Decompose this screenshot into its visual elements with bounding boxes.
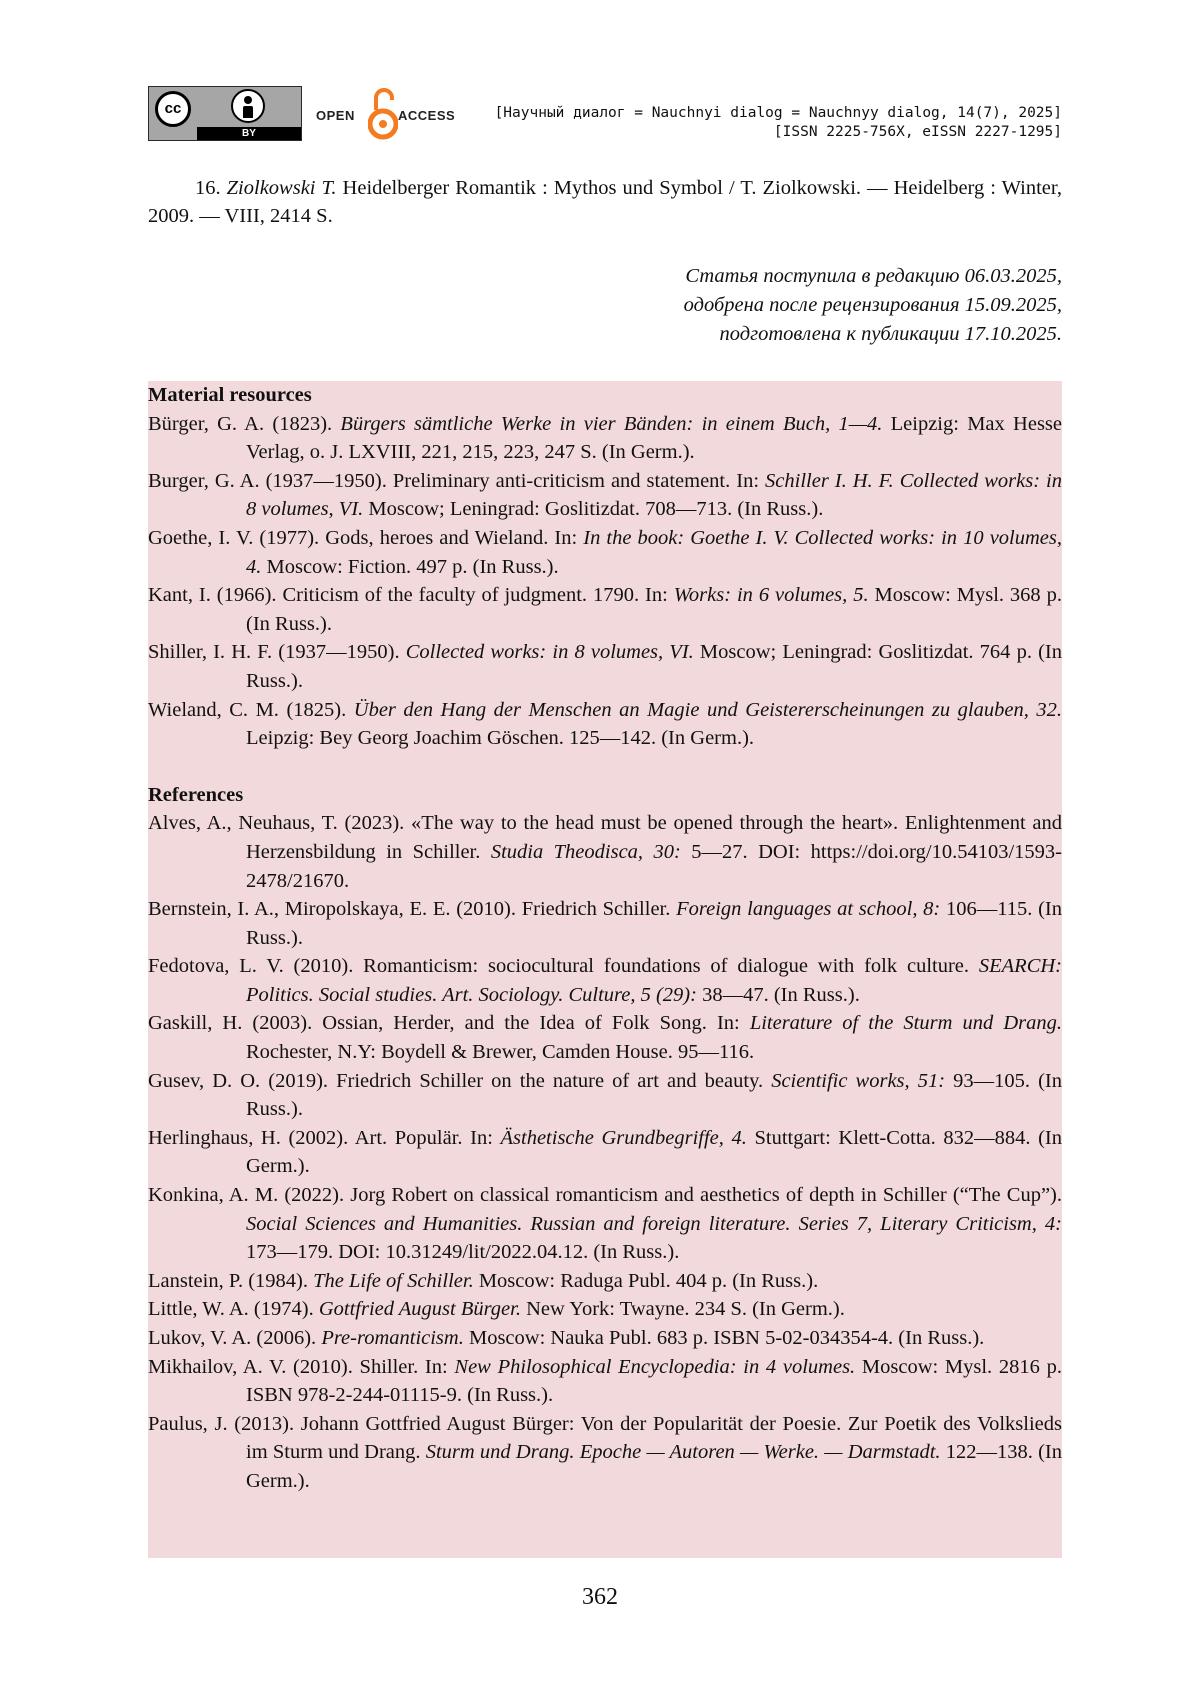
entry-publication-details: Leipzig: Bey Georg Joachim Göschen. 125—142. (In Germ.). — [246, 727, 755, 750]
entry-text: Wieland, C. M. (1825). — [148, 698, 354, 721]
reference-entry — [148, 895, 1062, 952]
entry-text: Gaskill, H. (2003). Ossian, Herder, and the Idea of Folk Song. In: — [148, 1012, 750, 1035]
reference-number: 16. — [195, 177, 221, 199]
reference-entry — [148, 1353, 1062, 1410]
entry-source-title: Scientific works, 51: — [771, 1069, 946, 1092]
reference-author: Ziolkowski T. — [226, 177, 337, 199]
journal-citation — [495, 104, 1062, 142]
entry-source-title: Social Sciences and Humanities. Russian and foreign literature. Series 7, Literary Criticism, 4: — [246, 1212, 1062, 1235]
entry-text: Bürger, G. A. (1823). — [148, 412, 341, 435]
entry-publication-details: 122—138. (In Germ.). — [246, 1441, 1063, 1492]
entry-publication-details: Moscow: Nauka Publ. 683 p. ISBN 5-02-034354-4. (In Russ.). — [463, 1327, 985, 1349]
attribution-person-icon — [231, 89, 265, 123]
entry-source-title: Literature of the Sturm und Drang. — [749, 1012, 1062, 1035]
prepared-line: подготовлена к публикации 17.10.2025. — [719, 323, 1062, 345]
entry-publication-details: 173—179. DOI: 10.31249/lit/2022.04.12. (In Russ.). — [246, 1241, 680, 1264]
entry-source-title: SEARCH: Politics. Social studies. Art. Sociology. Culture, 5 (29): — [246, 955, 1062, 1006]
entry-source-title: Foreign languages at school, 8: — [676, 898, 941, 921]
reference-entry — [148, 1181, 1062, 1267]
entry-text: Paulus, J. (2013). Johann Gottfried August Bürger: Von der Popularität der Poesie. Zur Poetik des Volkslieds im Sturm und Drang. — [148, 1412, 1062, 1464]
reference-entry — [148, 1067, 1062, 1124]
access-label: ACCESS — [398, 108, 456, 123]
entry-publication-details: New York: Twayne. 234 S. (In Germ.). — [521, 1298, 845, 1321]
entry-text: Bernstein, I. A., Miropolskaya, E. E. (2010). Friedrich Schiller. — [148, 898, 677, 921]
reference-entry — [148, 1295, 1062, 1324]
entry-publication-details: Moscow: Fiction. 497 p. (In Russ.). — [261, 555, 559, 578]
reference-entry — [148, 809, 1062, 895]
entry-text: Mikhailov, A. V. (2010). Shiller. In: — [148, 1355, 455, 1378]
material-resource-entry — [148, 638, 1062, 695]
entry-publication-details: Moscow: Mysl. 368 p. (In Russ.). — [246, 584, 1062, 635]
open-access-logo — [316, 84, 466, 144]
issn-line: [ISSN 2225-756X, eISSN 2227-1295] — [773, 124, 1062, 140]
entry-source-title: Gottfried August Bürger. — [318, 1298, 521, 1321]
open-access-lock-icon — [368, 84, 398, 142]
entry-text: Shiller, I. H. F. (1937—1950). — [148, 641, 406, 664]
reference-text: Heidelberger Romantik : Mythos und Symbol / T. Ziolkowski. — Heidelberg : Winter, 2009. — VIII, 2414 S. — [148, 177, 1063, 227]
entry-publication-details: Moscow; Leningrad: Goslitizdat. 764 p. (In Russ.). — [246, 641, 1062, 692]
entry-text: Herlinghaus, H. (2002). Art. Populär. In: — [148, 1126, 501, 1149]
entry-publication-details: 38—47. (In Russ.). — [696, 983, 860, 1006]
reference-entry — [148, 1009, 1062, 1066]
cc-by-license-badge[interactable] — [148, 86, 302, 141]
entry-publication-details: Stuttgart: Klett-Cotta. 832—884. (In Germ.). — [246, 1126, 1062, 1178]
entry-publication-details: Moscow: Mysl. 2816 p. ISBN 978-2-244-01115-9. (In Russ.). — [246, 1355, 1062, 1407]
entry-text: Gusev, D. O. (2019). Friedrich Schiller on the nature of art and beauty. — [148, 1069, 772, 1092]
bibliography-block — [148, 381, 1062, 1558]
reference-16 — [148, 174, 1062, 230]
approved-line: одобрена после рецензирования 15.09.2025, — [683, 294, 1062, 316]
page-number: 362 — [582, 1584, 618, 1610]
entry-source-title: Ästhetische Grundbegriffe, 4. — [500, 1126, 747, 1149]
material-resource-entry — [148, 524, 1062, 581]
entry-publication-details: 5—27. DOI: https://doi.org/10.54103/1593-2478/21670. — [246, 840, 1062, 892]
entry-text: Lanstein, P. (1984). — [148, 1269, 314, 1292]
material-resource-entry — [148, 467, 1062, 524]
reference-entry — [148, 1410, 1062, 1496]
page-header — [148, 84, 1062, 144]
material-resources-list — [148, 410, 1062, 753]
entry-text: Little, W. A. (1974). — [148, 1298, 319, 1321]
entry-source-title: Über den Hang der Menschen an Magie und Geistererscheinungen zu glauben, 32. — [353, 698, 1062, 721]
entry-publication-details: Rochester, N.Y: Boydell & Brewer, Camden House. 95—116. — [246, 1041, 755, 1064]
entry-source-title: Collected works: in 8 volumes, VI. — [405, 641, 694, 664]
entry-source-title: New Philosophical Encyclopedia: in 4 volumes. — [454, 1355, 856, 1378]
entry-source-title: Works: in 6 volumes, 5. — [673, 584, 869, 607]
reference-entry — [148, 1124, 1062, 1181]
entry-source-title: Schiller I. H. F. Collected works: in 8 volumes, VI. — [246, 469, 1062, 521]
material-resource-entry — [148, 581, 1062, 638]
open-label: OPEN — [316, 108, 355, 123]
received-line: Статья поступила в редакцию 06.03.2025, — [685, 265, 1062, 287]
entry-text: Goethe, I. V. (1977). Gods, heroes and Wieland. In: — [148, 526, 584, 549]
entry-text: Fedotova, L. V. (2010). Romanticism: sociocultural foundations of dialogue with folk culture. — [148, 955, 979, 978]
entry-text: Alves, A., Neuhaus, T. (2023). «The way to the head must be opened through the heart». Enlightenment and Herzensbildung in Schiller. — [148, 812, 1062, 863]
by-label: BY — [197, 127, 301, 141]
article-received-dates — [684, 262, 1062, 349]
material-resource-entry — [148, 410, 1062, 467]
entry-publication-details: Leipzig: Max Hesse Verlag, o. J. LXVIII, 221, 215, 223, 247 S. (In Germ.). — [246, 412, 1063, 464]
entry-source-title: In the book: Goethe I. V. Collected works: in 10 volumes, 4. — [246, 526, 1062, 578]
reference-entry — [148, 1324, 1062, 1353]
journal-line: [Научный диалог = Nauchnyi dialog = Nauchnyy dialog, 14(7), 2025] — [494, 105, 1062, 121]
entry-publication-details: Moscow: Raduga Publ. 404 p. (In Russ.). — [473, 1269, 819, 1292]
material-resource-entry — [148, 696, 1062, 753]
entry-text: Konkina, A. M. (2022). Jorg Robert on classical romanticism and aesthetics of depth in Schiller (“The Cup”). — [148, 1184, 1062, 1207]
references-heading: References — [148, 783, 244, 806]
entry-source-title: Pre-romanticism. — [321, 1327, 464, 1349]
entry-text: Lukov, V. A. (2006). — [148, 1327, 322, 1349]
entry-text: Kant, I. (1966). Criticism of the faculty of judgment. 1790. In: — [148, 584, 674, 607]
entry-source-title: Bürgers sämtliche Werke in vier Bänden: in einem Buch, 1—4. — [340, 412, 883, 435]
creative-commons-icon: cc — [155, 91, 191, 127]
entry-publication-details: 106—115. (In Russ.). — [246, 898, 1062, 949]
entry-publication-details: Moscow; Leningrad: Goslitizdat. 708—713. (In Russ.). — [363, 498, 824, 521]
entry-source-title: Sturm und Drang. Epoche — Autoren — Werke. — Darmstadt. — [425, 1441, 941, 1464]
entry-source-title: Studia Theodisca, 30: — [490, 840, 681, 863]
references-list — [148, 809, 1062, 1495]
material-resources-heading: Material resources — [148, 384, 312, 406]
entry-publication-details: 93—105. (In Russ.). — [246, 1069, 1062, 1121]
reference-entry — [148, 952, 1062, 1009]
reference-entry — [148, 1267, 1062, 1296]
entry-text: Burger, G. A. (1937—1950). Preliminary anti-criticism and statement. In: — [148, 469, 766, 492]
entry-source-title: The Life of Schiller. — [313, 1269, 474, 1292]
